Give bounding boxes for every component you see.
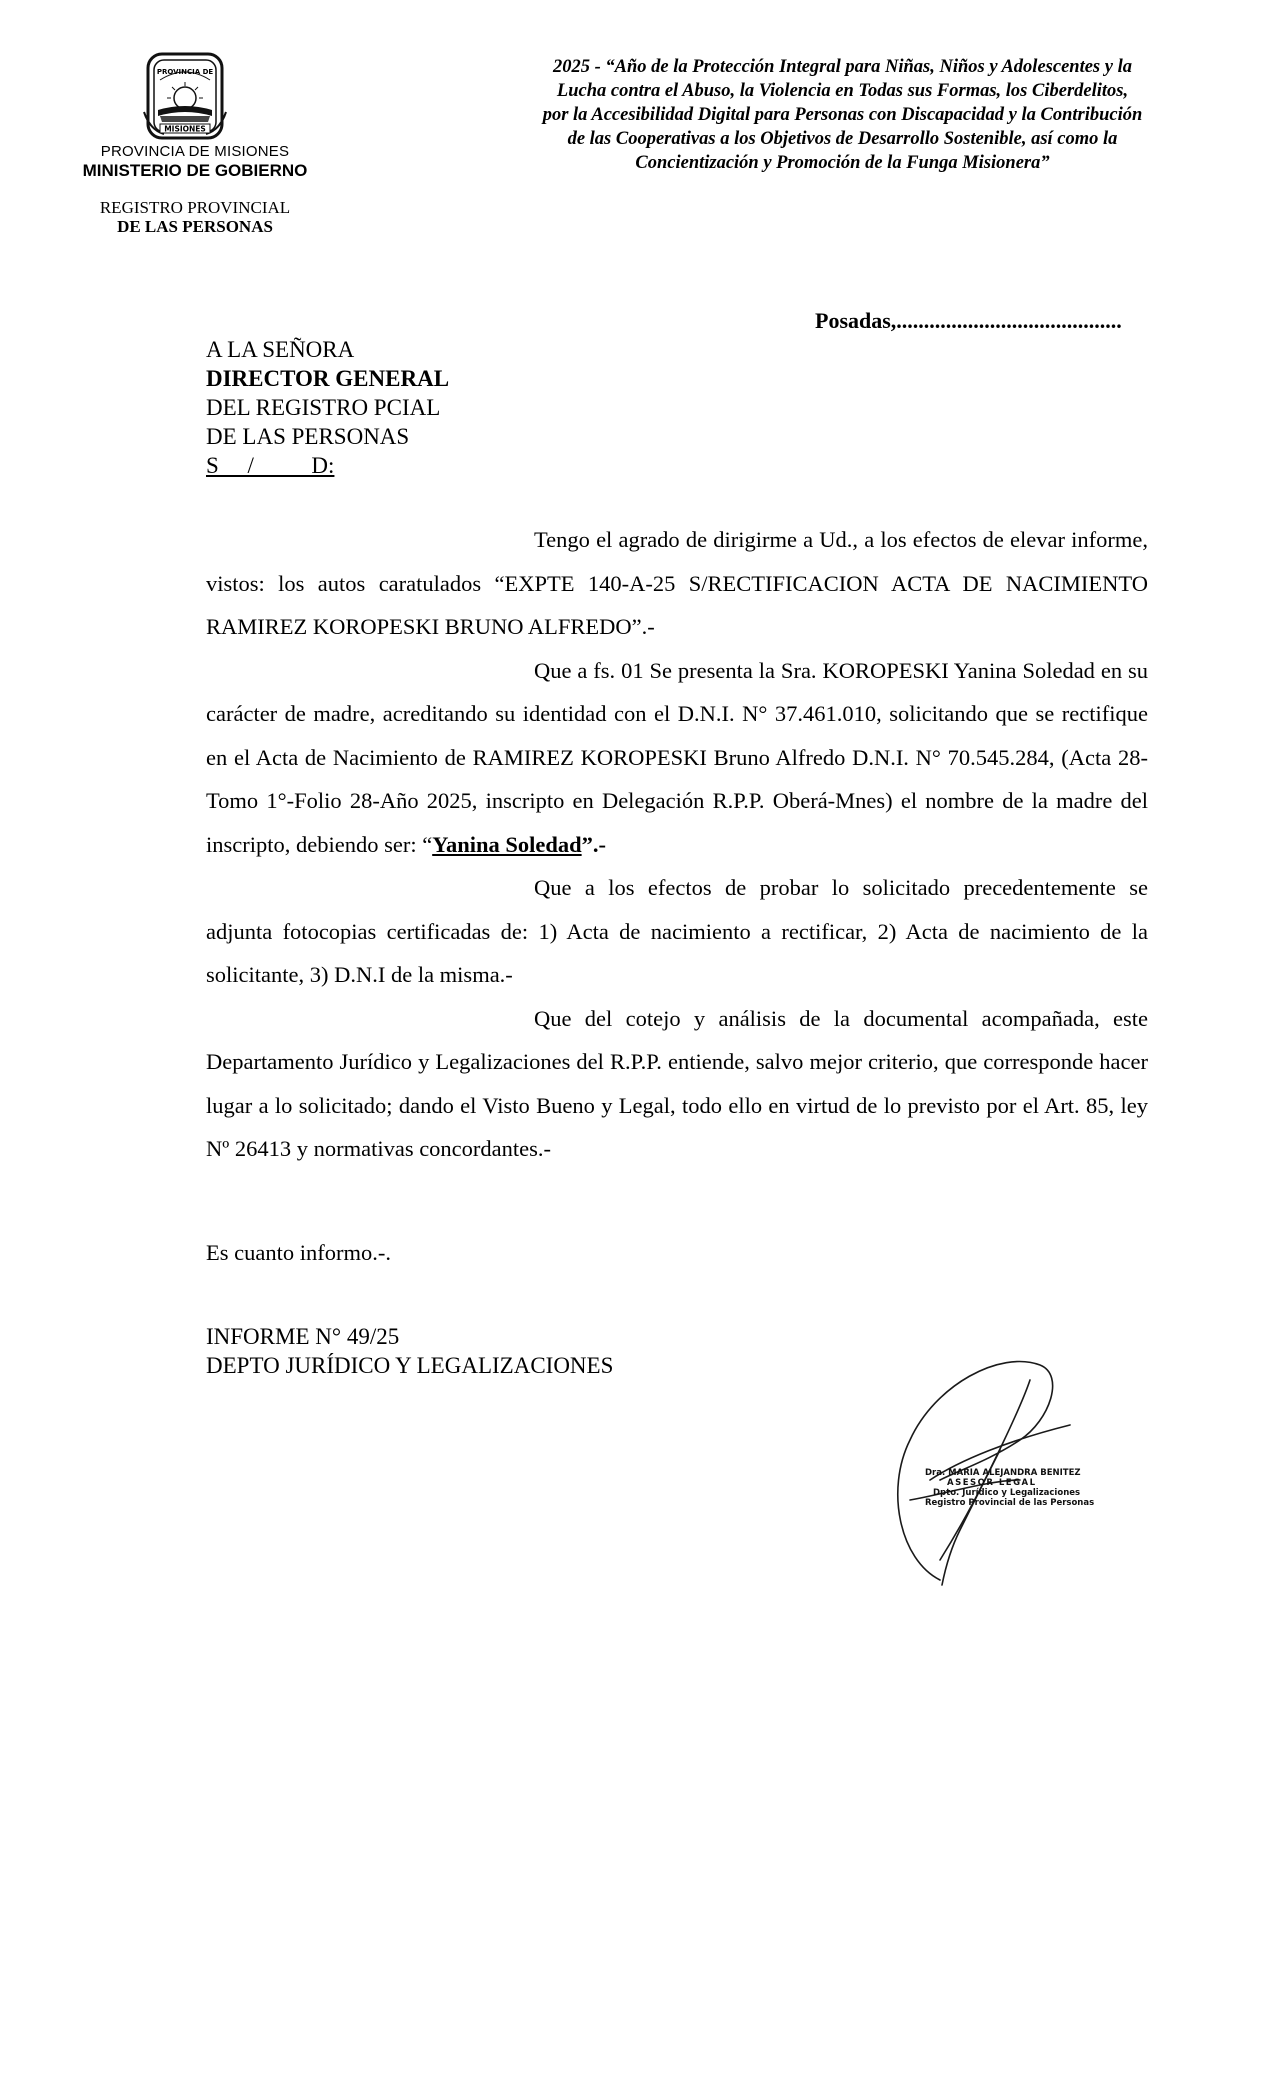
department-name: DEPTO JURÍDICO Y LEGALIZACIONES (206, 1353, 614, 1378)
body-paragraph-2 (206, 649, 1148, 867)
motto-line: 2025 - “Año de la Protección Integral para Niñas, Niños y Adolescentes y la (553, 57, 1132, 77)
mother-name-emphasis: Yanina Soledad (432, 831, 582, 857)
stamp-role: ASESOR LEGAL (947, 1478, 1037, 1488)
motto-line: por la Accesibilidad Digital para Personas con Discapacidad y la Contribución (542, 105, 1143, 125)
registry-name-line1: REGISTRO PROVINCIAL (99, 198, 291, 217)
addressee-block (206, 335, 449, 480)
stamp-registry: Registro Provincial de las Personas (925, 1498, 1095, 1508)
letter-body (206, 518, 1148, 1171)
year-motto (490, 55, 1195, 175)
crest-text-bottom: MISIONES (164, 124, 206, 134)
closing-line: Es cuanto informo.-. (206, 1240, 391, 1265)
stamp-department: Dpto. Jurídico y Legalizaciones (933, 1488, 1081, 1498)
stamp-name: Dra. MARIA ALEJANDRA BENITEZ (925, 1468, 1081, 1478)
date-line: Posadas,......................................... (815, 308, 1122, 333)
paragraph-2-text: Que a fs. 01 Se presenta la Sra. KOROPESKI Yanina Soledad en su carácter de madre, acreditando su identidad con el D.N.I. N° 37.461.010, solicitando que se rectifique en el Acta de Nacimiento de RAMIREZ KOROPESKI Bruno Alfredo D.N.I. N° 70.545.284, (Acta 28-Tomo 1°-Folio 28-Año 2025, inscripto en Delegación R.P.P. Oberá-Mnes) el nombre de la madre del inscripto, debiendo ser: “ (206, 657, 1148, 857)
addressee-sd: S / D: (206, 453, 335, 478)
addressee-line: DE LAS PERSONAS (206, 424, 410, 449)
addressee-line: A LA SEÑORA (206, 337, 355, 362)
motto-line: Lucha contra el Abuso, la Violencia en Todas sus Formas, los Ciberdelitos, (556, 81, 1129, 101)
registry-name-line2: DE LAS PERSONAS (117, 217, 273, 236)
body-paragraph-1: Tengo el agrado de dirigirme a Ud., a los efectos de elevar informe, vistos: los autos caratulados “EXPTE 140-A-25 S/RECTIFICACION ACTA DE NACIMIENTO RAMIREZ KOROPESKI BRUNO ALFREDO”.- (206, 527, 1148, 639)
provincia-de-misiones-crest-icon (130, 50, 240, 142)
crest-text-top: PROVINCIA DE (156, 68, 214, 76)
signature-stamp (925, 1468, 1125, 1508)
province-name: PROVINCIA DE MISIONES (100, 143, 290, 160)
report-number: INFORME N° 49/25 (206, 1324, 400, 1349)
report-reference (206, 1322, 613, 1380)
addressee-title: DIRECTOR GENERAL (206, 366, 450, 391)
paragraph-2-end: ”.- (581, 831, 606, 857)
body-paragraph-4: Que del cotejo y análisis de la documental acompañada, este Departamento Jurídico y Legalizaciones del R.P.P. entiende, salvo mejor criterio, que corresponde hacer lugar a lo solicitado; dando el Visto Bueno y Legal, todo ello en virtud de lo previsto por el Art. 85, ley Nº 26413 y normativas concordantes.- (206, 1005, 1148, 1161)
ministry-name: MINISTERIO DE GOBIERNO (82, 161, 308, 180)
addressee-line: DEL REGISTRO PCIAL (206, 395, 441, 420)
motto-line: Concientización y Promoción de la Funga Misionera” (635, 153, 1050, 173)
motto-line: de las Cooperativas a los Objetivos de Desarrollo Sostenible, así como la (567, 129, 1118, 149)
body-paragraph-3: Que a los efectos de probar lo solicitado precedentemente se adjunta fotocopias certificadas de: 1) Acta de nacimiento a rectificar, 2) Acta de nacimiento de la solicitante, 3) D.N.I de la misma.- (206, 875, 1148, 987)
